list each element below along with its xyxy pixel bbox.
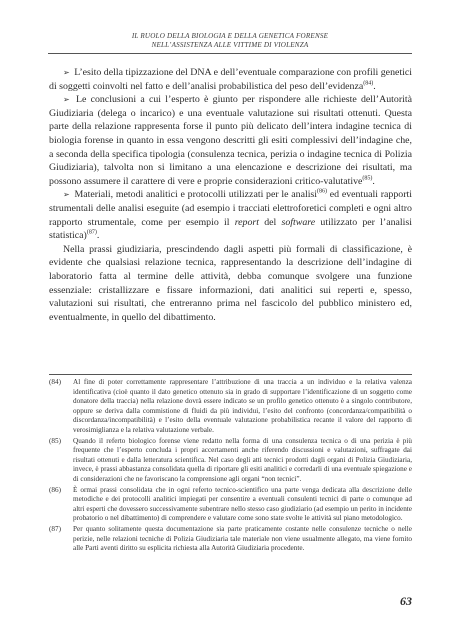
running-header-line-1: IL RUOLO DELLA BIOLOGIA E DELLA GENETICA FORENSE xyxy=(131,32,329,40)
footnote-divider xyxy=(49,374,412,375)
footnote-number: (84) xyxy=(49,378,61,386)
footnote-number: (85) xyxy=(49,436,61,445)
paragraph-judicial-practice: Nella prassi giudiziaria, prescindendo dagli aspetti più formali di classificazione, è evidente che qualsiasi relazione tecnica, rappresentando la descrizione dell’indagine di laboratorio fatta al termine delle attività, debba comunque svolgere una funzione essenziale: cristallizzare e fissare informazioni, dati analitici sui reperti e, spesso, valutazioni sui risultati, che entreranno prima nel fascicolo del pubblico ministero ed, eventualmente, in quello del dibattimento. xyxy=(49,243,412,323)
footnote-text: Al fine di poter correttamente rappresentare l’attribuzione di una traccia a un individuo e la relativa valenza identificativa (cioè quanto il dato genetico ottenuto sia in grado di supportare l’identificazione di un soggetto come donatore della traccia) nella relazione dovrà essere indicato se un profilo genetico ottenuto è a singolo contributore, oppure se deriva dalla commistione di fluidi da più individui, l’esito del confronto (concordanza/compatibilità o discordanza/incompatibilità) e l’esito della eventuale valutazione probabilistica recante il valore del rapporto di verosimiglianza e la relativa valutazione verbale. xyxy=(73,378,412,434)
footnote-87 xyxy=(49,525,412,554)
footnote-text: Quando il referto biologico forense viene redatto nella forma di una consulenza tecnica o di una perizia è più frequente che l’esperto concluda i propri accertamenti anche riferendo discussioni e valutazioni, suffragate dai risultati ottenuti e dalla letteratura scientifica. Nel caso degli atti tecnici prodotti dagli organi di Polizia Giudiziaria, invece, è prassi abbastanza consolidata quella di riportare gli esiti analitici e corredarli di una eventuale spiegazione e di considerazioni che ne favoriscano la comprensione agli organi “non tecnici”. xyxy=(73,436,412,483)
footnote-text: Per quanto solitamente questa documentazione sia parte praticamente costante nelle consulenze tecniche o nelle perizie, nelle relazioni tecniche di Polizia Giudiziaria tale materiale non viene usualmente allegato, ma viene fornito alle Parti aventi diritto su esplicita richiesta alla Autorità Giudiziaria procedente. xyxy=(73,525,412,553)
arrow-bullet-icon: ➢ xyxy=(63,68,70,77)
running-header-line-2: NELL’ASSISTENZA ALLE VITTIME DI VIOLENZA xyxy=(151,41,309,50)
footnote-ref-85: (85) xyxy=(362,175,373,182)
main-text xyxy=(49,66,412,324)
footnote-ref-84: (84) xyxy=(363,80,374,87)
arrow-bullet-icon: ➢ xyxy=(63,95,70,105)
footnote-84 xyxy=(49,378,412,435)
paragraph-dna-outcome: ➢ L’esito della tipizzazione del DNA e dell’eventuale comparazione con profili genetici di soggetti coinvolti nel fatto e dell’analisi probabilistica del peso dell’evidenza$^{(84)}$. xyxy=(49,67,412,92)
footnote-ref-86: (86) xyxy=(317,189,328,196)
footnotes xyxy=(49,378,412,555)
page-number: 63 xyxy=(400,594,412,608)
footnote-number: (86) xyxy=(49,485,61,494)
paragraph-materials-methods: ➢ Materiali, metodi analitici e protocolli utilizzati per le analisi$^{(86)}$ ed eventuali rapporti strumentali delle analisi eseguite (ad esempio i tracciati elettroforetici completi e ogni altro rapporto strumentale, come per esempio il report del software utilizzato per l’analisi statistica)$^{(87)}$. xyxy=(49,189,412,242)
footnote-86 xyxy=(49,486,412,524)
paragraph-conclusions: ➢ Le conclusioni a cui l’esperto è giunto per rispondere alle richieste dell’Autorità Giudiziaria (delega o incarico) e una eventuale valutazione sui risultati ottenuti. Questa parte della relazione rappresenta forse il punto più delicato dell’intera indagine tecnica di biologia forense in quanto in essa vengono descritti gli esiti complessivi dell’indagine che, a seconda della specifica tipologia (consulenza tecnica, perizia o indagine tecnica di Polizia Giudiziaria), talvolta non si limitano a una elencazione e descrizione dei risultati, ma possono assumere il carattere di vere e proprie considerazioni critico-valutative$^{(85)}$. xyxy=(49,94,412,187)
footnote-85 xyxy=(49,437,412,485)
arrow-bullet-icon: ➢ xyxy=(63,190,70,200)
header-divider xyxy=(48,53,412,54)
running-header xyxy=(48,32,412,51)
footnote-text: È ormai prassi consolidata che in ogni referto tecnico-scientifico una parte venga dedicata alla descrizione delle metodiche e dei protocolli analitici impiegati per consentire a eventuali consulenti tecnici di parte o comunque ad altri esperti che dovessero successivamente subentrare nello stesso caso giudiziario (ad esempio un perito in incidente probatorio o nel dibattimento) di comprendere e valutare come sono state svolte le attività sul piano metodologico. xyxy=(73,485,412,523)
footnote-ref-87: (87) xyxy=(86,229,97,236)
footnote-number: (87) xyxy=(49,525,61,534)
